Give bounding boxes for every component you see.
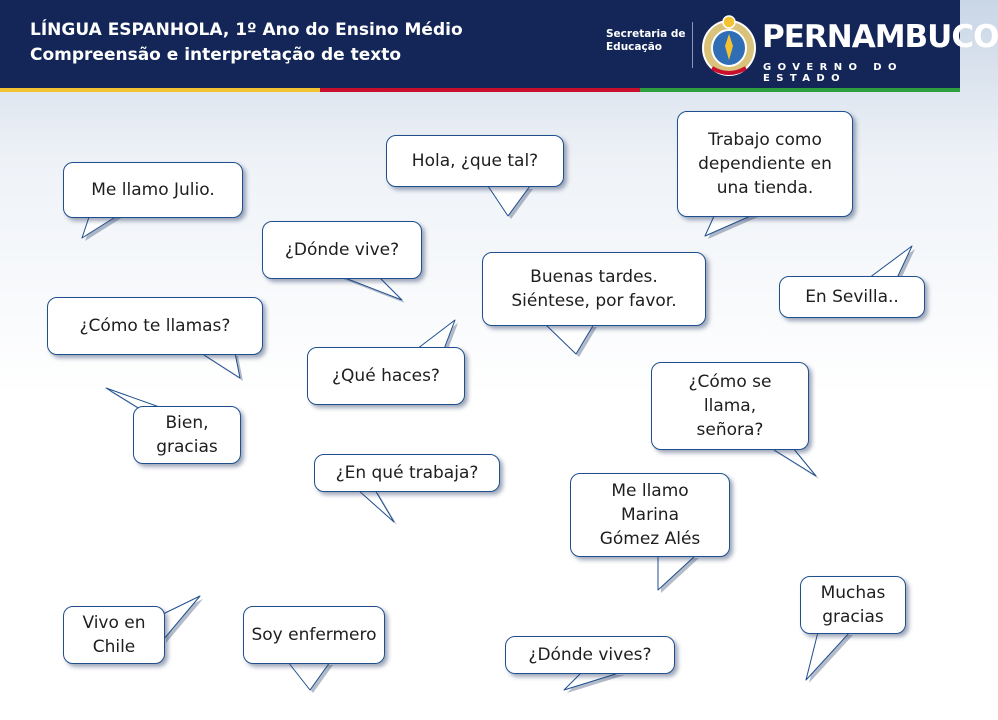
bubble-tail xyxy=(564,672,622,690)
bubble-text: ¿Cómo se llama, señora? xyxy=(688,372,772,440)
bubble-tail xyxy=(771,448,816,476)
speech-bubble xyxy=(651,362,809,450)
speech-bubble xyxy=(800,576,906,634)
bubble-text: Soy enfermero xyxy=(251,625,377,645)
speech-bubble xyxy=(482,252,706,326)
speech-bubble xyxy=(386,135,564,187)
title-subject: LÍNGUA ESPANHOLA, 1º Ano do Ensino Médio xyxy=(30,20,463,40)
title-topic: Compreensão e interpretação de texto xyxy=(30,45,402,65)
bubble-tail xyxy=(358,490,394,522)
governo-wordmark: GOVERNO DO ESTADO xyxy=(763,62,903,84)
bubble-text: Vivo en Chile xyxy=(82,613,146,657)
bubble-text: ¿Qué haces? xyxy=(332,366,440,386)
speech-bubble xyxy=(307,347,465,405)
bubble-tail xyxy=(806,632,850,680)
speech-bubble xyxy=(505,636,675,674)
speech-bubble xyxy=(677,111,853,217)
bubble-text: ¿Dónde vive? xyxy=(284,240,400,260)
bubble-text: Hola, ¿que tal? xyxy=(411,151,539,171)
speech-bubble xyxy=(570,473,730,557)
secretaria-line1: Secretaria de xyxy=(606,28,686,40)
bubble-tail xyxy=(705,214,755,236)
bubble-text: ¿Dónde vives? xyxy=(528,645,652,665)
bubble-tail xyxy=(201,353,240,378)
bubble-text: Me llamo Marina Gómez Alés xyxy=(599,481,701,549)
speech-bubble xyxy=(314,454,500,492)
speech-bubble xyxy=(243,606,385,664)
bubble-text: Muchas gracias xyxy=(820,583,886,627)
speech-bubble xyxy=(262,221,422,279)
speech-bubble xyxy=(63,606,165,664)
bubble-text: Trabajo como dependiente en una tienda. xyxy=(698,130,832,198)
bubble-text: En Sevilla.. xyxy=(805,287,899,307)
speech-bubble xyxy=(779,276,925,318)
bubble-text: ¿En qué trabaja? xyxy=(335,463,479,483)
bubble-tail xyxy=(658,555,696,590)
pernambuco-wordmark: PERNAMBUCO xyxy=(762,19,998,55)
speech-bubble xyxy=(133,406,241,464)
bubble-text: ¿Cómo te llamas? xyxy=(79,316,231,336)
bubble-tail xyxy=(163,596,200,640)
speech-bubble xyxy=(47,297,263,355)
bubble-text: Me llamo Julio. xyxy=(91,180,215,200)
secretaria-line2: Educação xyxy=(606,41,662,53)
bubble-text: Bien, gracias xyxy=(156,413,218,457)
bubble-text: Buenas tardes. Siéntese, por favor. xyxy=(511,267,677,311)
speech-bubble xyxy=(63,162,243,218)
bubble-tail xyxy=(340,276,402,300)
